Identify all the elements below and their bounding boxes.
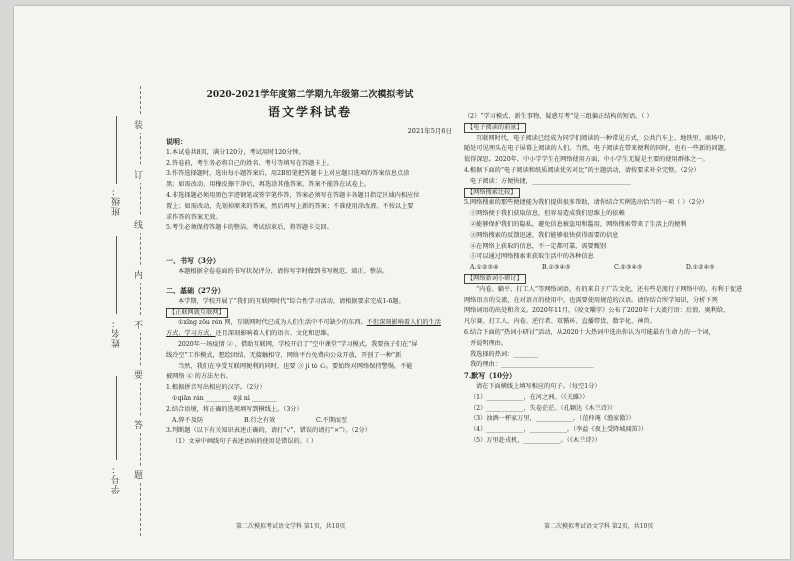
note-line: 求作答的答案无效。 [166, 213, 222, 221]
list-item: ⑤可以通过网络搜索来获取生活中的各种信息 [470, 253, 594, 261]
seal-char: 线 [134, 216, 143, 233]
question-2-options [166, 416, 454, 427]
subject-title: 语文学科试卷 [267, 105, 352, 119]
question-4-answer-line[interactable]: 电子阅读：方便快捷，________________________________ [470, 177, 631, 185]
exam-sheet [14, 6, 790, 559]
list-item: ②能够保护我们的隐私，避免信息被盗用和滥用，网络搜索带来了生活上的便利 [470, 220, 687, 228]
question-6-line: 并说明理由。 [470, 339, 508, 347]
question-3-item: （2）“学习模式、新生事物、疑惑互考”是三组偏正结构的短语。（ ） [464, 113, 653, 120]
section-2-intro: 本学期，学校开展了“我们的互联网时代”综合性学习活动，请根据要求完成1-6题。 [178, 297, 405, 305]
passage-line [166, 318, 454, 329]
question-3: 3.判断题（以下有关知识表述正确的，请打“√”，错误的请打“×”）。（2分） [166, 427, 371, 435]
passage-line: 网络词语的出处和含义。2020年11月，《咬文嚼字》公布了2020年十大流行语：后浪、奥利给、 [464, 307, 730, 315]
material-box-heading: 【网络新词小研讨】 [464, 274, 526, 284]
question-7: 7.默写（10分） [464, 371, 517, 381]
dictation-line[interactable]: （2）____________，失卷茫茫。（孔颖达《木兰诗》） [470, 404, 617, 412]
option-a[interactable]: A.①②③④ [470, 264, 499, 272]
note-line: 5.考生必须保持答题卡的整洁。考试结束后，将答题卡交回。 [166, 224, 333, 232]
note-line: 1.本试卷共8页，满分120分，考试用时120分钟。 [166, 148, 305, 156]
section-2-heading: 二、基础（27分） [166, 286, 225, 295]
option-c[interactable]: C.不期而至 [315, 416, 348, 424]
dictation-line[interactable]: （3）浊酒一杯家万里，____________。（范仲淹《渔家傲》） [470, 415, 635, 423]
number-field[interactable] [116, 376, 117, 460]
question-7-intro: 请在下面横线上填写相应的句子。（每空1分） [476, 382, 601, 390]
section-1 [166, 256, 454, 278]
material-box-heading: 【电子阅读的前景】 [464, 123, 526, 133]
seal-char: 题 [134, 466, 143, 483]
passage-line: 随处可见埋头在电子屏幕上阅读的人们。当然，电子阅读在带来便利的同时，也有一些新的问题， [464, 145, 731, 153]
question-6-reason[interactable]: 我的理由：______________________________ [470, 361, 594, 369]
underlined-sentence: 方式、学习方式， [166, 330, 216, 338]
question-3-item: （1）文章中画线句子表述语病的使用是错误的。（ ） [172, 438, 318, 446]
question-5: 5.网络搜索的那些便捷能为我们提供很多帮助，请你结合实例选出恰当的一项（ ）（2分） [464, 199, 708, 207]
question-1: 1.根据拼音写出相应的汉字。（2分） [166, 384, 266, 392]
class-label: 班级： [112, 186, 122, 216]
note-line: 黑；如需改动，用橡皮擦干净后，再选涂其他答案，答案不能答在试卷上。 [166, 181, 371, 189]
seal-char: 不 [134, 316, 143, 333]
option-d[interactable]: D.①②④⑤ [685, 264, 715, 272]
underlined-sentence: 不但深刻影响着人们的生活 [366, 319, 441, 327]
section-1-text: 本题根据全卷卷面的书写状况评分，请你写字时做到书写规范、端正、整洁。 [178, 267, 389, 275]
question-4: 4.根据下面的“电子阅读和纸质阅读优劣对比”的主题活动，请按要求补全完整。（2分） [464, 166, 700, 174]
section-2 [166, 286, 454, 448]
passage-line: 凡尔赛、打工人、内卷、逆行者、双循环、直播带货、数字化、神兽。 [464, 318, 656, 326]
seal-char: 答 [134, 416, 143, 433]
note-line: 2.答卷前，考生务必将自己的姓名、考号等填写在答题卡上。 [166, 159, 333, 167]
question-1-blanks[interactable]: ①qiān rán ________ ②jì nì ________ [172, 394, 277, 402]
section-1-heading: 一、书写（3分） [166, 256, 220, 265]
right-content [464, 112, 776, 447]
passage-line: 互联网时代，电子阅读已经成为同学们阅读的一种常见方式，公共汽车上、地铁里、商场中， [476, 134, 730, 142]
question-6: 6.结合下面的“热词小研讨”活动，从2020十大热词中选出你认为可能最有生命力的一个词， [464, 328, 715, 336]
material-box-heading: 【正联网就互联网】 [166, 308, 228, 318]
question-5-options [464, 263, 776, 274]
page-footer: 第二次模拟考试语文学科 第1页，共10页 [236, 523, 346, 530]
exam-title: 2020-2021学年度第二学期九年级第二次模拟考试 [206, 90, 414, 100]
option-c[interactable]: C.②③④⑤ [613, 264, 643, 272]
passage-line: 2020年一场疫情 ② ，借助互联网，学校开启了“空中课堂”学习模式。我要孩子们在“屏 [178, 340, 418, 348]
note-line: 4.非选择题必须用黑色字迹钢笔或签字笔作答，答案必须写在答题卡各题目指定区域内相应位 [166, 191, 420, 199]
passage-line: 被网络 ④ 的方法左右。 [166, 373, 232, 381]
dictation-line[interactable]: （1）____________，在河之洲。（《关雎》） [470, 393, 589, 401]
page-footer: 第二次模拟考试语文学科 第2页，共10页 [544, 523, 654, 530]
passage-line: 值得深思。2020年，中小学学生在网络使用方面，中小学生无疑是主要的使用群体之一。 [464, 156, 709, 164]
question-2: 2.结合语境，将正确的选项填写到横线上。（3分） [166, 405, 303, 413]
exam-date: 2021年5月6日 [407, 127, 452, 135]
binding-strip [58, 86, 162, 536]
class-field[interactable] [116, 116, 117, 184]
seal-char: 订 [134, 166, 143, 183]
list-item: ④在网络上获取的信息，不一定都可靠，需要甄别 [470, 242, 607, 250]
notes-heading: 说明： [166, 137, 187, 146]
seal-char: 要 [134, 366, 143, 383]
dictation-line[interactable]: （4）____________，____________。（李益《夜上受降城闻笛》） [470, 426, 648, 434]
note-line: 3.作答选择题时，选出每小题答案后，用2B铅笔把答题卡上对应题目选项的答案信息点涂 [166, 170, 410, 178]
passage-line [166, 329, 454, 340]
seal-char: 装 [134, 116, 143, 133]
dictation-line[interactable]: （5）万里赴戎机，____________。（《木兰诗》） [470, 436, 601, 444]
name-field[interactable] [116, 236, 117, 314]
list-item: ③网络搜索的反馈迅速，我们能够很快获得需要的信息 [470, 231, 619, 239]
passage-line: 网络语言的交流，在对语言的使用中，也需要使用规范的汉语。请你结合所学知识，分析下列 [464, 296, 718, 304]
list-item: ①网络便于我们获取信息，但容易造成我们思维上的依赖 [470, 210, 625, 218]
name-label: 姓名： [112, 318, 122, 348]
question-6-pick[interactable]: 我选择的热词：________ [470, 350, 539, 358]
passage-text: 还且深刻影响着人们的语言、文化和思维。 [215, 330, 334, 338]
passage-line: “内卷、躺平、打工人”等网络词语，有的来自于广告文化，还有些是流行于网络中的，有利于促进 [476, 285, 743, 293]
number-label: 学号： [112, 464, 122, 494]
material-box-heading: 【网络搜索比较】 [464, 188, 520, 198]
option-b[interactable]: B.①③④⑤ [541, 264, 571, 272]
note-line: 置上；如需改动，先划掉原来的答案，然后再写上新的答案；不准使用涂改液。不按以上要 [166, 202, 414, 210]
passage-line: 线冷空”工作模式，想绘团结、无接触相守，网络平台免费向公众开放，开创了一种“新 [166, 351, 402, 359]
passage-text: ①xǐng zōu rén 网，互联网时代已成为人们生活中不可缺少的东西。 [178, 319, 367, 327]
instructions [166, 137, 454, 234]
seal-char: 内 [134, 266, 143, 283]
option-a[interactable]: A.猝不及防 [172, 416, 204, 424]
passage-line: 当然，我们在享受互联网便利的同时，也要 ③ jì tè 心。要始终对网络保持警惕，不能 [178, 362, 413, 370]
option-b[interactable]: B.行之有效 [243, 416, 276, 424]
